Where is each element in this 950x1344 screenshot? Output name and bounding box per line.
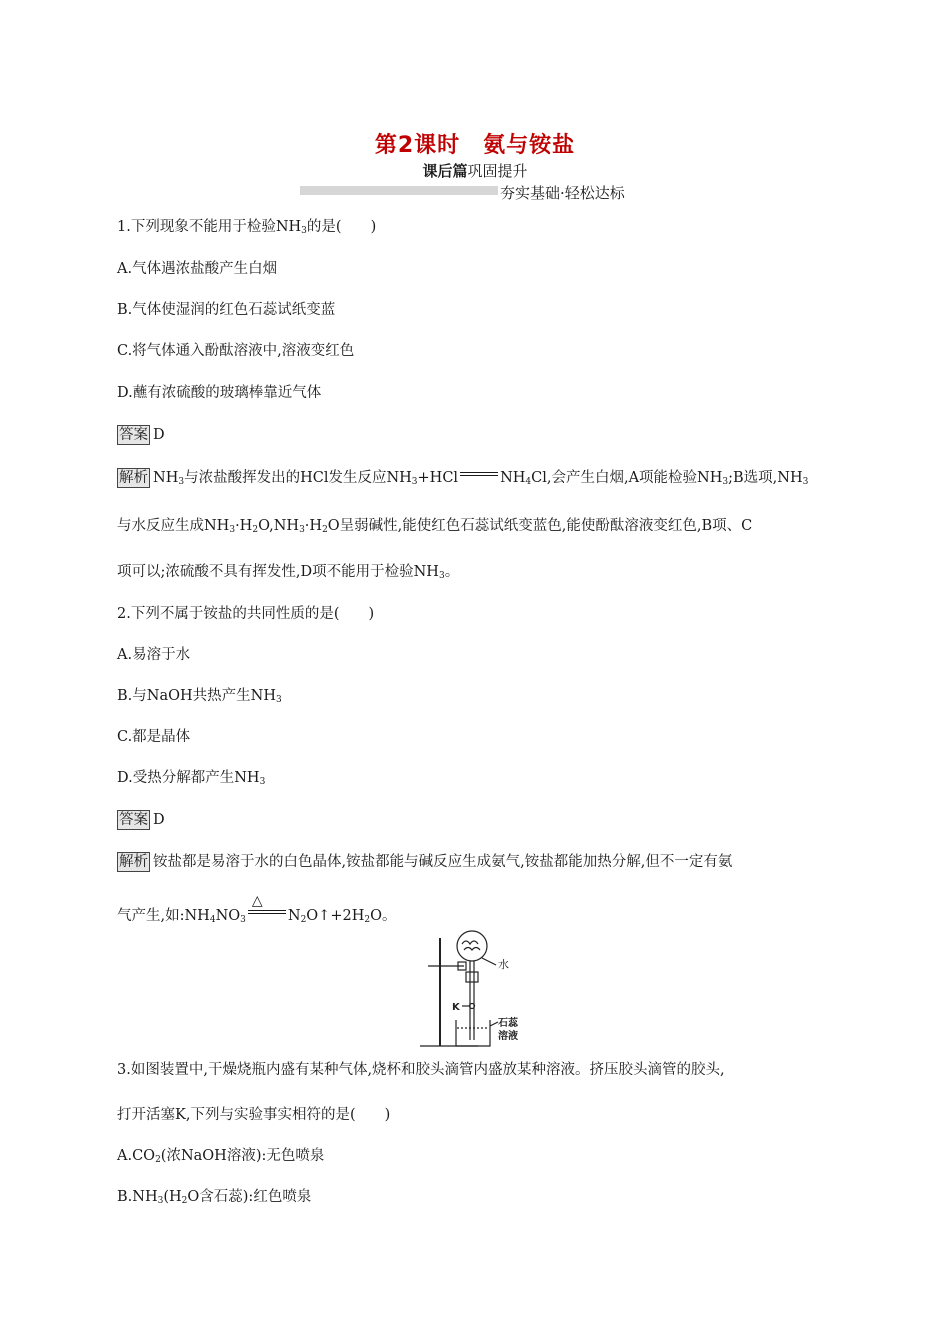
q1-option-d: D.蘸有浓硫酸的玻璃棒靠近气体 (117, 385, 322, 401)
answer-tag: 答案 (119, 427, 148, 443)
q2-answer: 答案 D (119, 812, 165, 828)
subtitle-rest: 巩固提升 (467, 162, 528, 180)
label-k: K (452, 1002, 460, 1013)
subtitle-bold: 课后篇 (422, 162, 468, 180)
label-litmus-2: 溶液 (498, 1031, 518, 1042)
q1-option-c: C.将气体通入酚酞溶液中,溶液变红色 (117, 343, 355, 359)
section-subtitle (0, 160, 950, 181)
q1-analysis-line-3: 项可以;浓硫酸不具有挥发性,D项不能用于检验$NH_3$。 (117, 564, 460, 581)
q1-stem: 1.下列现象不能用于检验$NH_3$的是( ) (117, 219, 377, 236)
q2-analysis-line-1: 解析 铵盐都是易溶于水的白色晶体,铵盐都能与碱反应生成氨气,铵盐都能加热分解,但不一定有氨 (119, 854, 733, 870)
q1-option-b: B.气体使湿润的红色石蕊试纸变蓝 (117, 302, 336, 318)
answer-tag: 答案 (119, 812, 148, 828)
q3-option-b: $B.NH_3(H_2O$含石蕊):红色喷泉 (117, 1189, 312, 1206)
banner-text: 夯实基础·轻松达标 (500, 184, 625, 202)
q1-analysis-line-1: 解析 $NH_3$与浓盐酸挥发出的HCl发生反应$NH_3+HCl$ $NH_4Cl$,会产生白烟,A项能检验$NH_3;B$选项$,NH_3$ (119, 470, 809, 487)
fountain-apparatus-figure (418, 928, 530, 1048)
water-leader (482, 958, 496, 965)
heat-arrow: △ (246, 906, 288, 918)
label-water: 水 (498, 958, 509, 971)
q1-analysis-line-2: 与水反应生成$NH_3\cdot H_2O,NH_3\cdot H_2O$呈弱碱性,能使红色石蕊试纸变蓝色,能使酚酞溶液变红色,B项、C (117, 518, 753, 535)
q3-option-a: $A.CO_2$(浓NaOH溶液):无色喷泉 (117, 1148, 325, 1165)
fountain-spray-icon (462, 941, 480, 950)
q1-answer: 答案 D (119, 427, 165, 443)
q2-option-c: C.都是晶体 (117, 729, 191, 745)
q2-option-d: D.受热分解都产生$NH_3$ (117, 770, 266, 787)
q2-stem: 2.下列不属于铵盐的共同性质的是( ) (117, 606, 375, 622)
q2-option-b: B.与NaOH共热产生$NH_3$ (117, 688, 282, 705)
analysis-tag: 解析 (119, 470, 148, 486)
q3-stem-line-2: 打开活塞K,下列与实验事实相符的是( ) (117, 1107, 391, 1123)
label-litmus-1: 石蕊 (498, 1018, 518, 1029)
page-title: 第2课时 氨与铵盐 (374, 133, 576, 158)
litmus-leader (490, 1022, 498, 1026)
stopper (466, 972, 478, 982)
q2-analysis-line-2: 气产生,如$:NH_4NO_3$ △ $N_2O↑+2H_2O$。 (117, 893, 397, 925)
q3-stem-line-1: 3.如图装置中,干燥烧瓶内盛有某种气体,烧杯和胶头滴管内盛放某种溶液。挤压胶头滴管的胶头, (117, 1062, 725, 1078)
q1-option-a: A.气体遇浓盐酸产生白烟 (117, 261, 278, 277)
banner-bar (300, 186, 498, 195)
equals-arrow (458, 468, 500, 480)
q2-option-a: A.易溶于水 (117, 647, 191, 663)
beaker-icon (456, 1020, 490, 1046)
flask-icon (457, 931, 487, 961)
analysis-tag: 解析 (119, 854, 148, 870)
